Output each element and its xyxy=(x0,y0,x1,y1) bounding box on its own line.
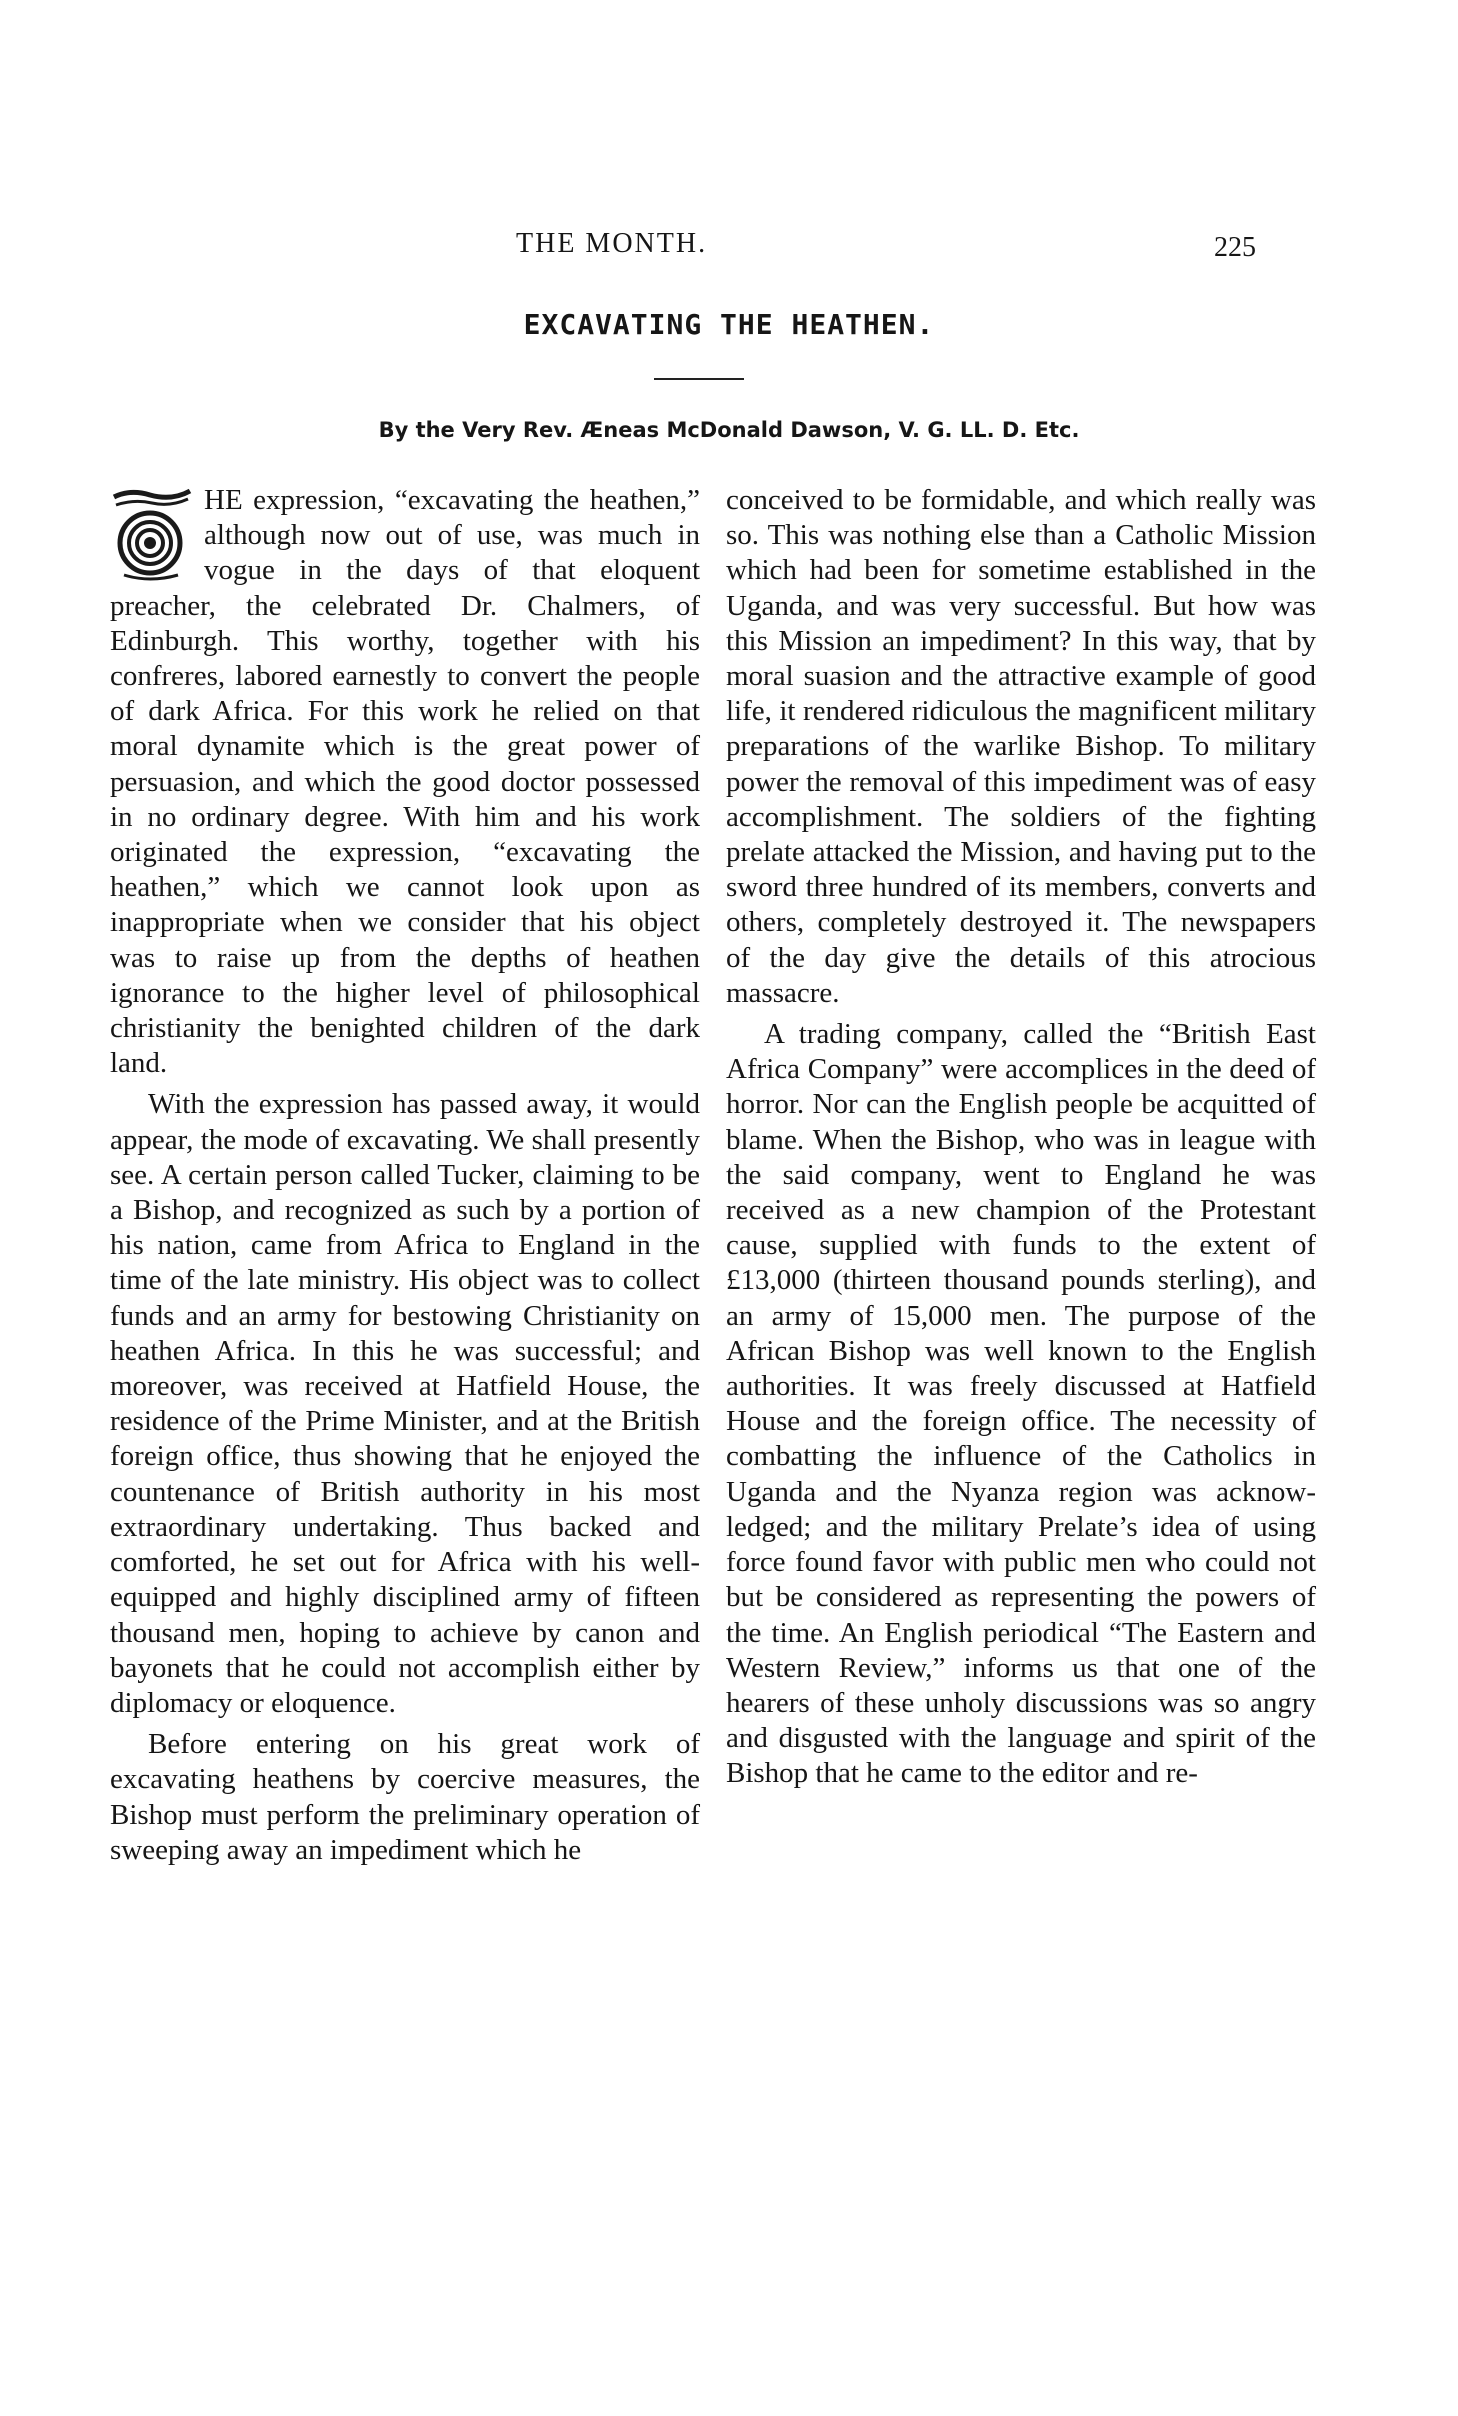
drop-cap-ornament xyxy=(110,487,194,583)
byline: By the Very Rev. Æneas McDonald Dawson, V. G. LL. D. Etc. xyxy=(378,418,1080,442)
paragraph-2: With the expression has passed away, it would appear, the mode of excavating. We shall presently see. A certain person called Tucker, claiming to be a Bishop, and recognized as such by a portion of his nation, came from Africa to England in the time of the late ministry. His object was to collect funds and an army for bestowing Christianity on heathen Africa. In this he was successful; and moreover, was received at Hatfield House, the residence of the Prime Minister, and at the British foreign office, thus showing that he enjoyed the countenance of British authority in his most extraordinary undertaking. Thus backed and comforted, he set out for Africa with his well-equipped and highly disciplined army of fifteen thousand men, hoping to achieve by canon and bayonets that he could not accomplish either by diplomacy or eloquence. xyxy=(110,1088,700,1719)
paragraph-1 xyxy=(110,483,700,1081)
right-column xyxy=(726,483,1316,1798)
article-title: EXCAVATING THE HEATHEN. xyxy=(523,308,935,341)
paragraph-1-text: HE expression, “excavating the heathen,” although now out of use, was much in vogue in the days of that eloquent preacher, the celebrated Dr. Chalmers, of Edinburgh. This worthy, together with his confreres, labored earnestly to convert the people of dark Africa. For this work he relied on that moral dynamite which is the great power of persuasion, and which the good doctor possessed in no ordinary degree. With him and his work originated the expression, “excavating the heathen,” which we cannot look upon as inappropriate when we consider that his object was to raise up from the depths of heathen ignorance to the higher level of philosophical christianity the benighted children of the dark land. xyxy=(110,484,700,1080)
paragraph-5: A trading company, called the “British East Africa Company” were accomplices in the deed of horror. Nor can the English people be acquitted of blame. When the Bishop, who was in league with the said company, went to England he was received as a new champion of the Protestant cause, supplied with funds to the extent of £13,000 (thirteen thousand pounds sterling), and an army of 15,000 men. The purpose of the African Bishop was well known to the English authorities. It was freely discussed at Hatfield House and the foreign office. The necessity of combatting the influence of the Catholics in Uganda and the Nyanza region was acknowledged; and the military Prelate’s idea of using force found favor with public men who could not but be considered as representing the powers of the time. An English periodical “The Eastern and Western Review,” informs us that one of the hearers of these unholy discussions was so angry and disgusted with the language and spirit of the Bishop that he came to the editor and re- xyxy=(726,1018,1316,1790)
left-column xyxy=(110,483,700,1874)
page-number: 225 xyxy=(1214,232,1256,263)
title-divider xyxy=(654,378,744,380)
paragraph-4: conceived to be formidable, and which really was so. This was nothing else than a Catholic Mission which had been for sometime established in the Uganda, and was very successful. But how was this Mission an impediment? In this way, that by moral suasion and the attractive example of good life, it rendered ridiculous the magnificent military preparations of the warlike Bishop. To military power the removal of this impediment was of easy accomplishment. The soldiers of the fighting prelate attacked the Mission, and having put to the sword three hundred of its members, converts and others, completely destroyed it. The newspapers of the day give the details of this atrocious massacre. xyxy=(726,484,1316,1009)
journal-title: THE MONTH. xyxy=(516,228,708,259)
drop-cap-t-icon xyxy=(110,487,194,583)
paragraph-3: Before entering on his great work of excavating heathens by coercive measures, the Bishop must perform the preliminary operation of sweeping away an impediment which he xyxy=(110,1728,700,1866)
running-head xyxy=(0,228,1458,268)
